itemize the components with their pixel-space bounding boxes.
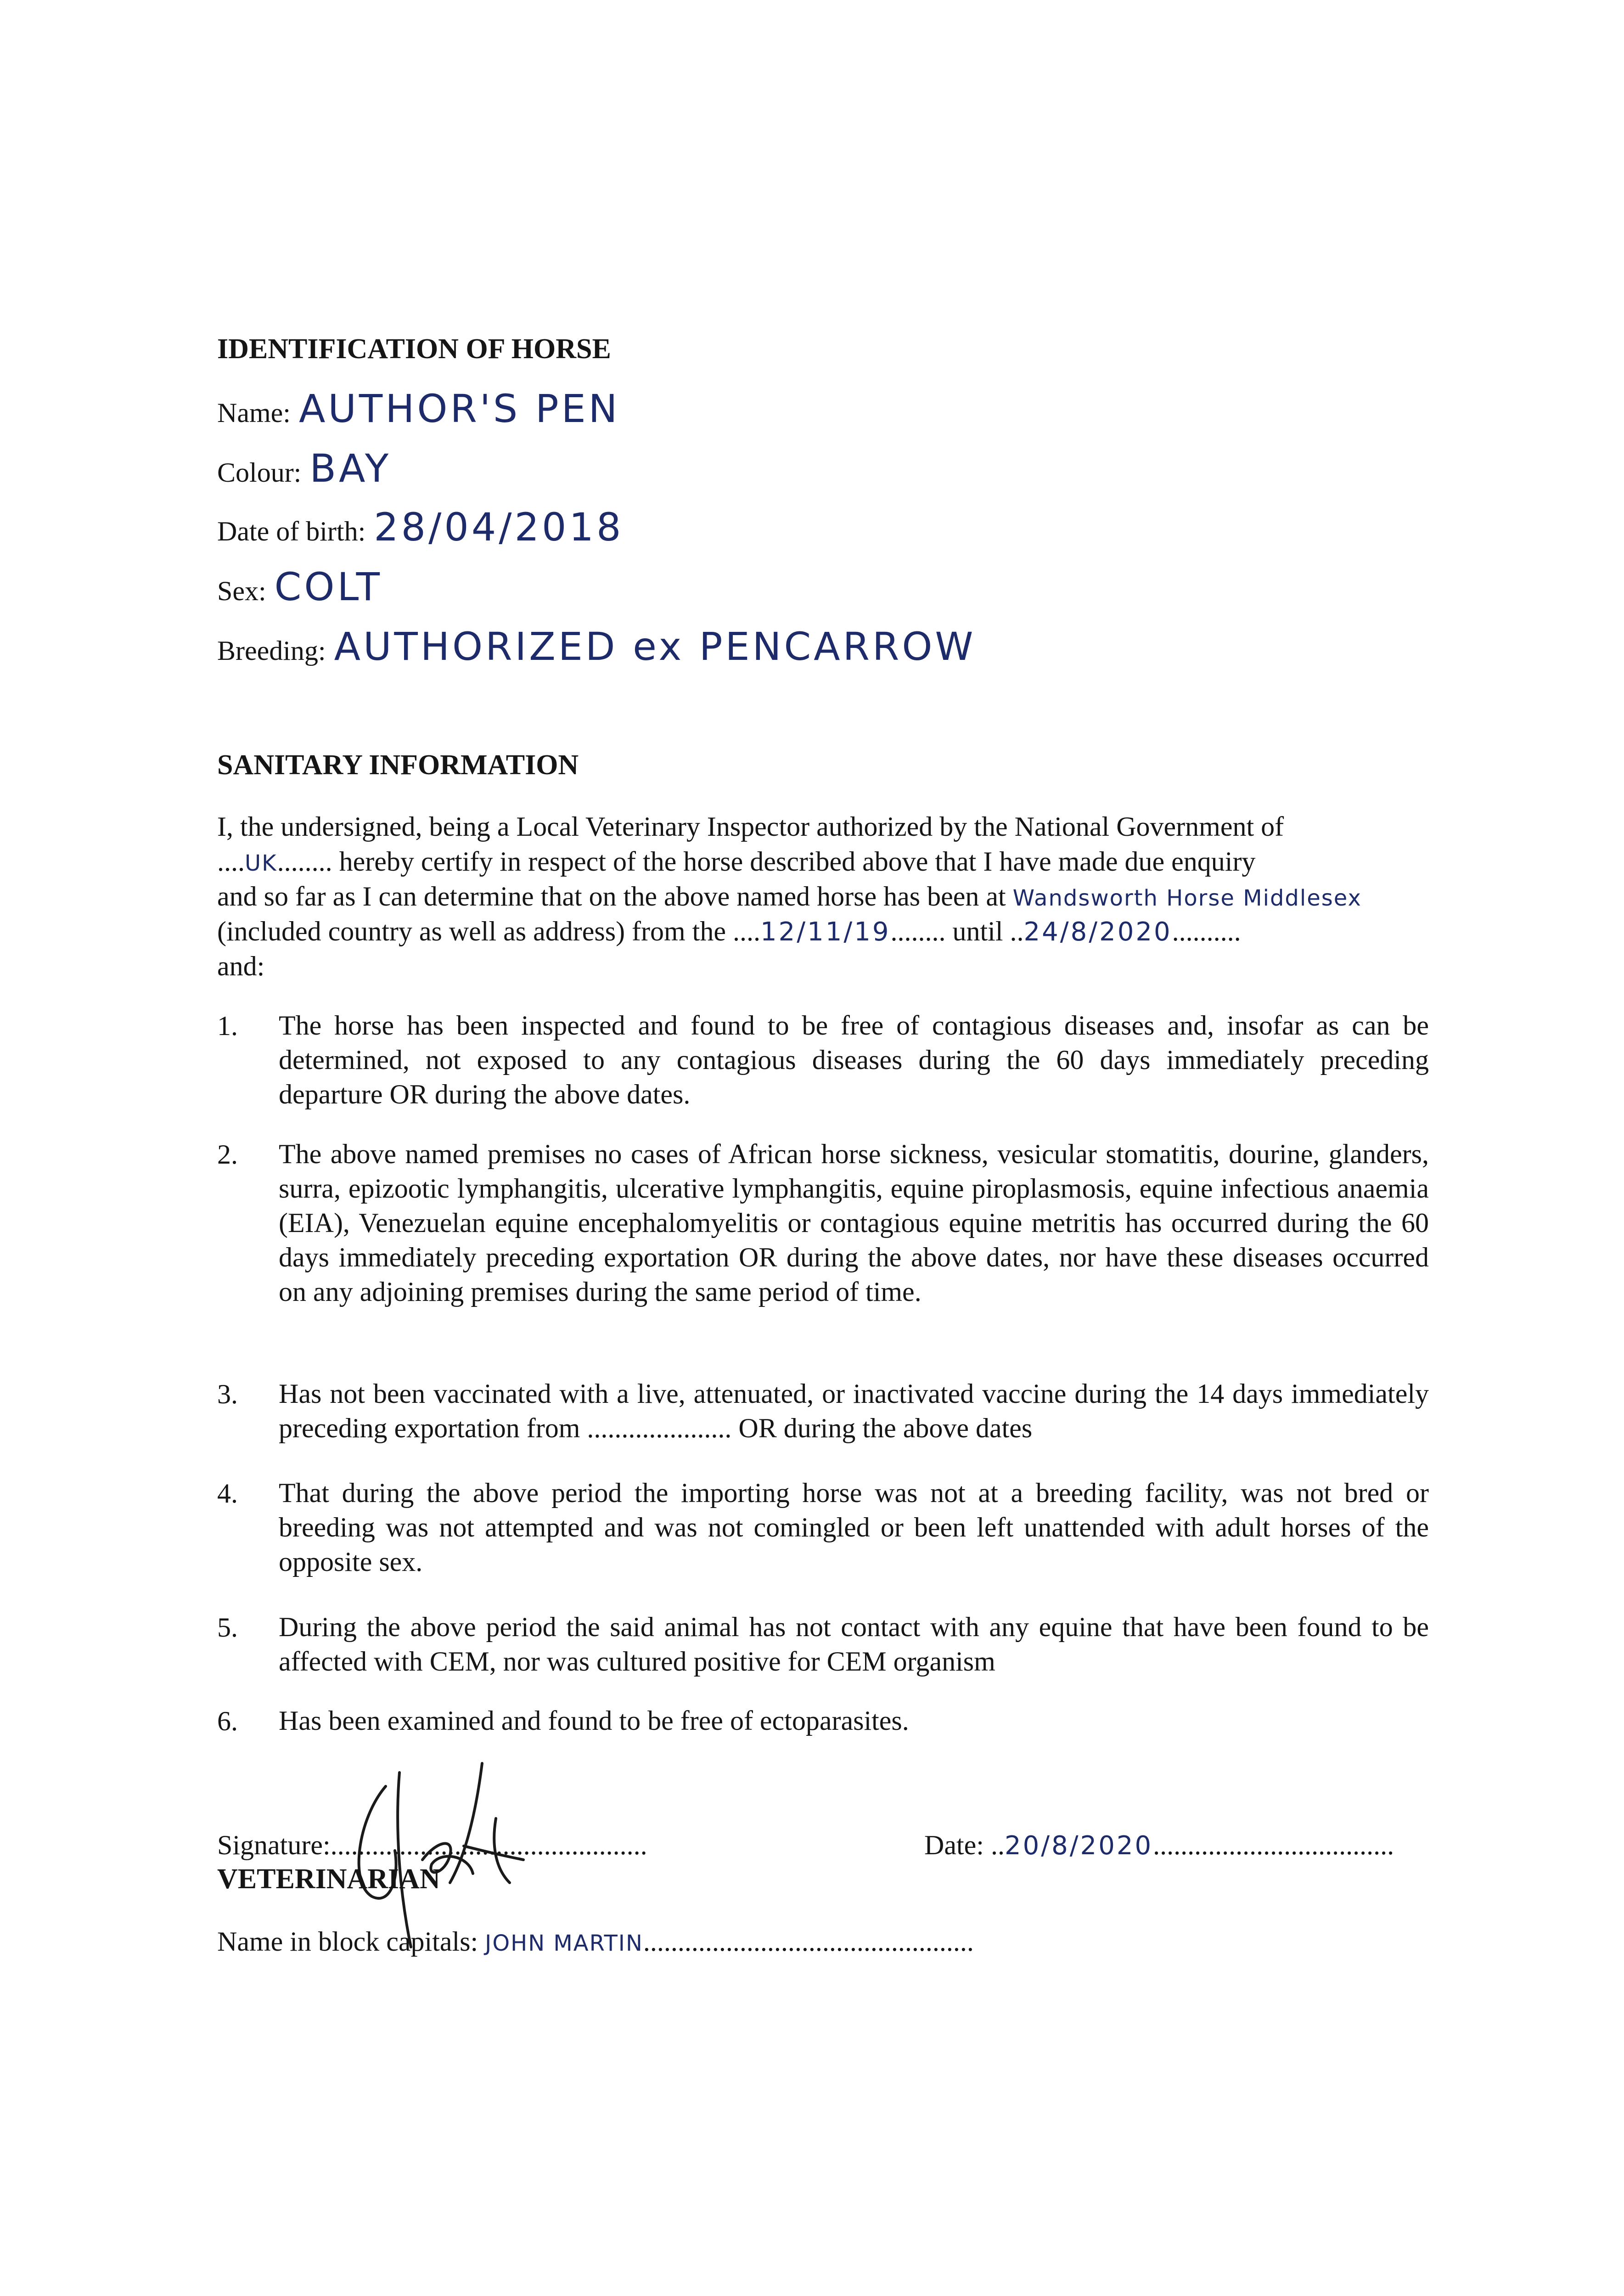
item-3-number: 3.: [217, 1379, 238, 1409]
name-field: [217, 386, 620, 431]
dob-field: [217, 505, 624, 550]
date-label: Date:: [924, 1830, 984, 1860]
item-2-text: The above named premises no cases of African horse sickness, vesicular stomatitis, dourine, glanders, surra, epizootic lymphangitis, ulcerative lymphangitis, equine piroplasmosis, equine infectious anaemia (EIA), Venezuelan equine encephalomyelitis or contagious equine metritis has occurred during the 60 days immediately preceding exportation OR during the above dates, nor have these diseases occurred on any adjoining premises during the same period of time.: [279, 1139, 1429, 1307]
signature-label: Signature:: [217, 1830, 331, 1860]
sex-value: COLT: [274, 564, 382, 609]
item-2-number: 2.: [217, 1139, 238, 1170]
name-block-dots: ................................................: [643, 1926, 974, 1957]
sex-field: [217, 564, 382, 609]
intro-line-1: I, the undersigned, being a Local Veterinary Inspector authorized by the National Government of: [217, 811, 1284, 842]
item-4-text: That during the above period the importing horse was not at a breeding facility, was not bred or breeding was not attempted and was not comingled or been left unattended with adult horses of the opposite sex.: [279, 1478, 1429, 1577]
name-value: AUTHOR'S PEN: [298, 386, 620, 431]
item-5-text: During the above period the said animal has not contact with any equine that have been found to be affected with CEM, nor was cultured positive for CEM organism: [279, 1612, 1429, 1677]
date-value: 20/8/2020: [1004, 1831, 1153, 1861]
identification-heading: IDENTIFICATION OF HORSE: [217, 333, 611, 365]
until-date-value: 24/8/2020: [1023, 917, 1172, 947]
sanitary-heading: SANITARY INFORMATION: [217, 749, 579, 781]
breeding-field: [217, 624, 976, 669]
colour-label: Colour:: [217, 457, 302, 488]
sex-label: Sex:: [217, 576, 266, 606]
intro-line-5: and:: [217, 951, 265, 981]
intro-line-4: (included country as well as address) from the ....12/11/19........ until ..24/8/2020..........: [217, 916, 1241, 947]
breeding-label: Breeding:: [217, 636, 326, 666]
intro-line-2: ....UK........ hereby certify in respect of the horse described above that I have made due enquiry: [217, 846, 1256, 877]
name-block-label: Name in block capitals:: [217, 1926, 478, 1957]
date-line: Date: ..20/8/2020...................................: [924, 1830, 1394, 1861]
colour-field: [217, 446, 392, 491]
name-label: Name:: [217, 398, 291, 428]
veterinarian-label: VETERINARIAN: [217, 1863, 440, 1895]
item-1-text: The horse has been inspected and found to be free of contagious diseases and, insofar as can be determined, not exposed to any contagious diseases during the 60 days immediately preceding departure OR during the above dates.: [279, 1010, 1429, 1109]
item-4-number: 4.: [217, 1478, 238, 1508]
country-value: UK: [245, 850, 277, 876]
from-date-value: 12/11/19: [760, 917, 891, 947]
item-6-number: 6.: [217, 1706, 238, 1736]
dob-value: 28/04/2018: [374, 505, 624, 550]
item-6-text: Has been examined and found to be free of ectoparasites.: [279, 1705, 909, 1736]
item-3-text: Has not been vaccinated with a live, attenuated, or inactivated vaccine during the 14 days immediately preceding exportation from ..................... OR during the above dates: [279, 1379, 1429, 1443]
name-block-value: JOHN MARTIN: [485, 1930, 643, 1956]
dob-label: Date of birth:: [217, 516, 366, 546]
intro-line-3: and so far as I can determine that on the above named horse has been at Wandsworth Horse Middlesex: [217, 881, 1362, 912]
name-block-line: [217, 1924, 974, 1961]
signature-dots: ..............................................: [330, 1830, 647, 1860]
item-5-number: 5.: [217, 1612, 238, 1643]
breeding-value: AUTHORIZED ex PENCARROW: [334, 624, 976, 669]
address-value: Wandsworth Horse Middlesex: [1012, 885, 1362, 911]
colour-value: BAY: [309, 446, 392, 491]
item-1-number: 1.: [217, 1011, 238, 1041]
